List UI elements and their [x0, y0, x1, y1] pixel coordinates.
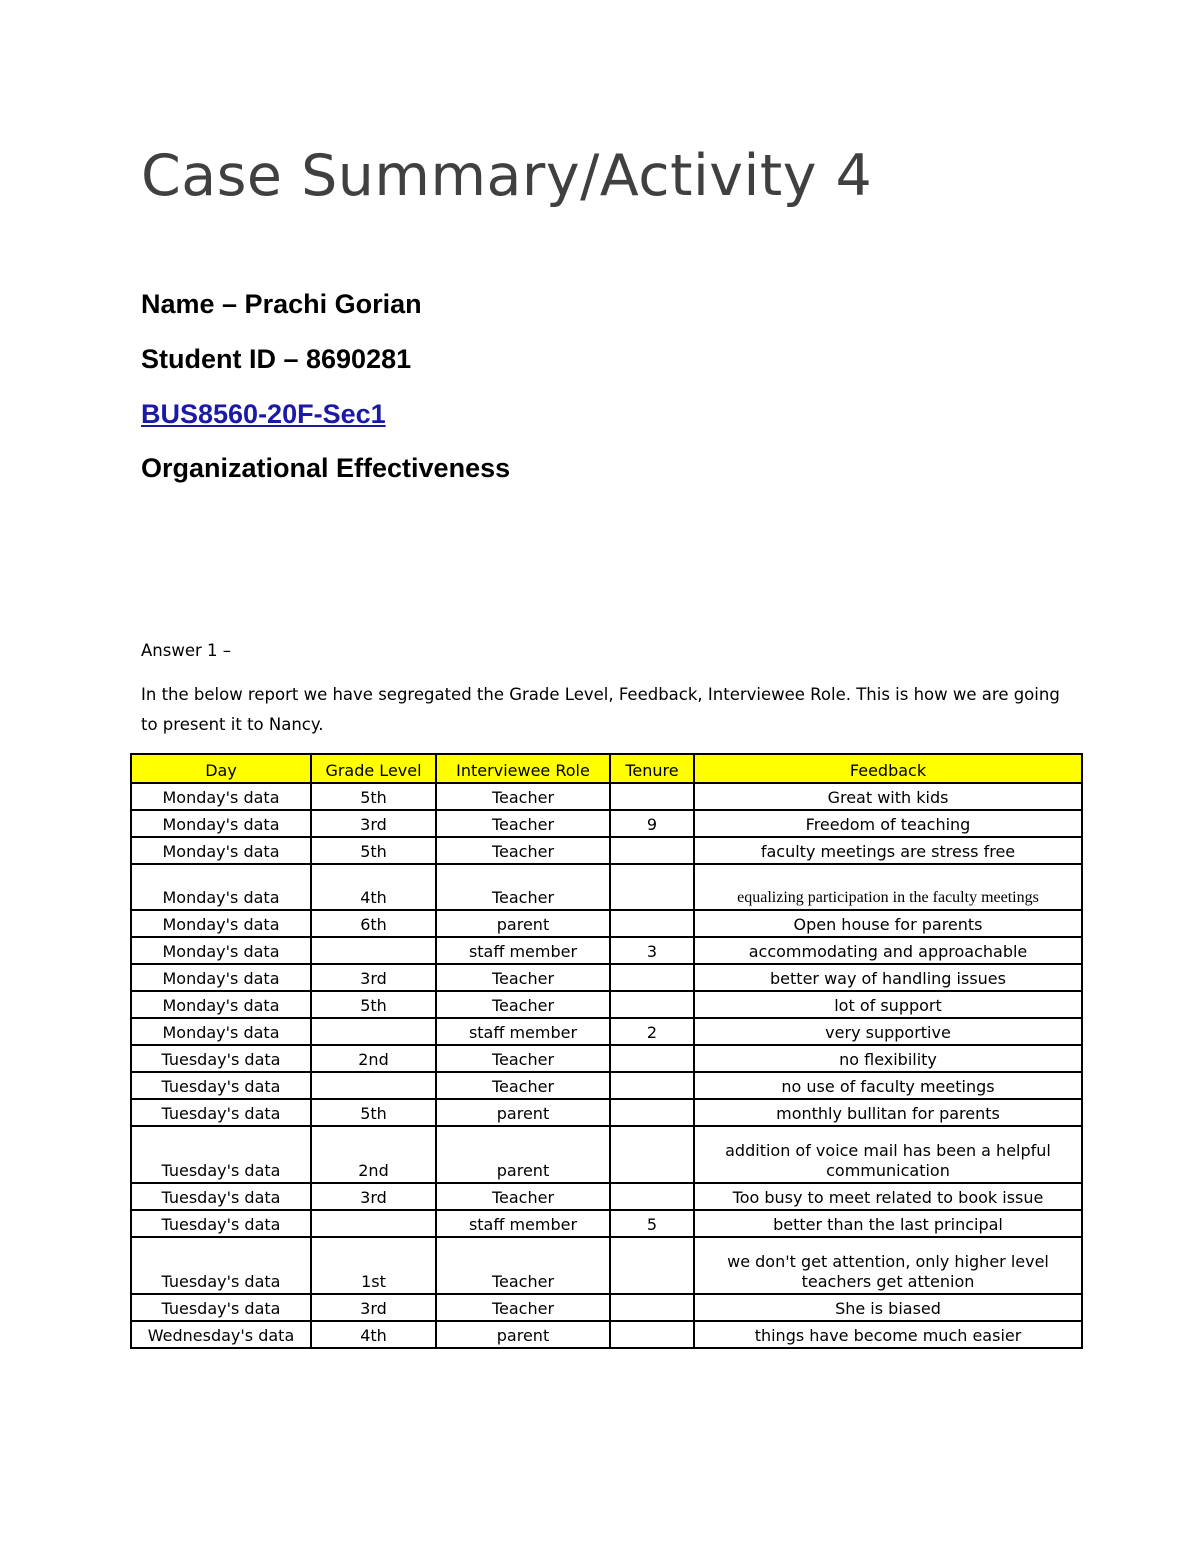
cell-grade-level: 5th — [311, 991, 436, 1018]
table-row — [131, 1045, 1082, 1072]
cell-interviewee-role: Teacher — [436, 1072, 610, 1099]
cell-day: Tuesday's data — [131, 1072, 311, 1099]
header-interviewee-role: Interviewee Role — [436, 754, 610, 783]
table-body — [131, 783, 1082, 1348]
cell-feedback: better than the last principal — [694, 1210, 1082, 1237]
header-feedback: Feedback — [694, 754, 1082, 783]
cell-day: Tuesday's data — [131, 1294, 311, 1321]
cell-day: Tuesday's data — [131, 1210, 311, 1237]
course-code-link[interactable]: BUS8560-20F-Sec1 — [141, 399, 386, 429]
cell-grade-level: 6th — [311, 910, 436, 937]
cell-interviewee-role: Teacher — [436, 991, 610, 1018]
cell-grade-level — [311, 1072, 436, 1099]
cell-tenure — [610, 864, 694, 910]
cell-interviewee-role: parent — [436, 1099, 610, 1126]
cell-interviewee-role: Teacher — [436, 864, 610, 910]
cell-interviewee-role: parent — [436, 910, 610, 937]
cell-grade-level: 5th — [311, 837, 436, 864]
cell-feedback: Great with kids — [694, 783, 1082, 810]
table-row — [131, 1321, 1082, 1348]
cell-feedback: things have become much easier — [694, 1321, 1082, 1348]
table-row — [131, 1018, 1082, 1045]
cell-day: Monday's data — [131, 991, 311, 1018]
cell-day: Monday's data — [131, 1018, 311, 1045]
cell-grade-level: 5th — [311, 783, 436, 810]
cell-tenure — [610, 783, 694, 810]
table-row — [131, 937, 1082, 964]
cell-interviewee-role: staff member — [436, 937, 610, 964]
cell-day: Wednesday's data — [131, 1321, 311, 1348]
cell-interviewee-role: parent — [436, 1126, 610, 1183]
cell-feedback: Open house for parents — [694, 910, 1082, 937]
cell-feedback: accommodating and approachable — [694, 937, 1082, 964]
table-row — [131, 1237, 1082, 1294]
table-row — [131, 810, 1082, 837]
table-row — [131, 991, 1082, 1018]
cell-grade-level: 3rd — [311, 810, 436, 837]
cell-grade-level: 1st — [311, 1237, 436, 1294]
cell-day: Monday's data — [131, 964, 311, 991]
cell-interviewee-role: Teacher — [436, 1294, 610, 1321]
table-header-row — [131, 754, 1082, 783]
student-name: Name – Prachi Gorian — [141, 289, 422, 319]
cell-grade-level — [311, 1210, 436, 1237]
table-row — [131, 1126, 1082, 1183]
cell-day: Monday's data — [131, 783, 311, 810]
cell-interviewee-role: Teacher — [436, 837, 610, 864]
cell-day: Monday's data — [131, 910, 311, 937]
table-row — [131, 910, 1082, 937]
table-row — [131, 1072, 1082, 1099]
cell-grade-level: 5th — [311, 1099, 436, 1126]
cell-tenure — [610, 837, 694, 864]
cell-tenure — [610, 1045, 694, 1072]
cell-feedback: addition of voice mail has been a helpful communication — [694, 1126, 1082, 1183]
page-title: Case Summary/Activity 4 — [141, 143, 873, 209]
cell-tenure — [610, 991, 694, 1018]
cell-tenure — [610, 910, 694, 937]
answer-heading: Answer 1 – — [141, 641, 232, 660]
cell-grade-level: 2nd — [311, 1045, 436, 1072]
student-id: Student ID – 8690281 — [141, 344, 412, 374]
cell-feedback: Freedom of teaching — [694, 810, 1082, 837]
cell-feedback: Too busy to meet related to book issue — [694, 1183, 1082, 1210]
cell-grade-level: 4th — [311, 1321, 436, 1348]
table-row — [131, 837, 1082, 864]
header-grade-level: Grade Level — [311, 754, 436, 783]
cell-day: Monday's data — [131, 810, 311, 837]
cell-interviewee-role: Teacher — [436, 1237, 610, 1294]
cell-interviewee-role: Teacher — [436, 964, 610, 991]
table-row — [131, 1099, 1082, 1126]
header-day: Day — [131, 754, 311, 783]
cell-grade-level: 3rd — [311, 964, 436, 991]
cell-feedback: monthly bullitan for parents — [694, 1099, 1082, 1126]
cell-feedback: lot of support — [694, 991, 1082, 1018]
course-name: Organizational Effectiveness — [141, 453, 511, 483]
table-row — [131, 1294, 1082, 1321]
cell-feedback: equalizing participation in the faculty meetings — [694, 864, 1082, 910]
cell-day: Monday's data — [131, 937, 311, 964]
cell-tenure: 2 — [610, 1018, 694, 1045]
cell-interviewee-role: Teacher — [436, 1045, 610, 1072]
cell-day: Tuesday's data — [131, 1045, 311, 1072]
cell-tenure — [610, 1237, 694, 1294]
cell-grade-level: 3rd — [311, 1294, 436, 1321]
feedback-table — [130, 753, 1083, 1349]
table-row — [131, 964, 1082, 991]
intro-paragraph: In the below report we have segregated the Grade Level, Feedback, Interviewee Role. This is how we are going to present it to Nancy. — [141, 685, 1060, 734]
cell-tenure — [610, 1072, 694, 1099]
cell-interviewee-role: staff member — [436, 1210, 610, 1237]
cell-day: Tuesday's data — [131, 1126, 311, 1183]
cell-grade-level — [311, 1018, 436, 1045]
cell-day: Tuesday's data — [131, 1183, 311, 1210]
table-row — [131, 1210, 1082, 1237]
cell-feedback: very supportive — [694, 1018, 1082, 1045]
cell-grade-level: 3rd — [311, 1183, 436, 1210]
cell-interviewee-role: Teacher — [436, 783, 610, 810]
cell-day: Monday's data — [131, 837, 311, 864]
cell-grade-level: 2nd — [311, 1126, 436, 1183]
cell-tenure: 5 — [610, 1210, 694, 1237]
cell-day: Tuesday's data — [131, 1237, 311, 1294]
cell-grade-level: 4th — [311, 864, 436, 910]
cell-tenure — [610, 1183, 694, 1210]
table-row — [131, 1183, 1082, 1210]
table-row — [131, 783, 1082, 810]
cell-day: Monday's data — [131, 864, 311, 910]
cell-interviewee-role: parent — [436, 1321, 610, 1348]
cell-interviewee-role: Teacher — [436, 1183, 610, 1210]
cell-tenure — [610, 1099, 694, 1126]
cell-tenure: 9 — [610, 810, 694, 837]
cell-feedback: better way of handling issues — [694, 964, 1082, 991]
cell-feedback: no flexibility — [694, 1045, 1082, 1072]
cell-tenure — [610, 1126, 694, 1183]
cell-grade-level — [311, 937, 436, 964]
table-row — [131, 864, 1082, 910]
cell-day: Tuesday's data — [131, 1099, 311, 1126]
cell-feedback: faculty meetings are stress free — [694, 837, 1082, 864]
cell-interviewee-role: staff member — [436, 1018, 610, 1045]
cell-feedback: we don't get attention, only higher level teachers get attenion — [694, 1237, 1082, 1294]
cell-tenure — [610, 1294, 694, 1321]
cell-tenure: 3 — [610, 937, 694, 964]
cell-feedback: She is biased — [694, 1294, 1082, 1321]
cell-tenure — [610, 1321, 694, 1348]
cell-tenure — [610, 964, 694, 991]
cell-feedback: no use of faculty meetings — [694, 1072, 1082, 1099]
header-tenure: Tenure — [610, 754, 694, 783]
cell-interviewee-role: Teacher — [436, 810, 610, 837]
